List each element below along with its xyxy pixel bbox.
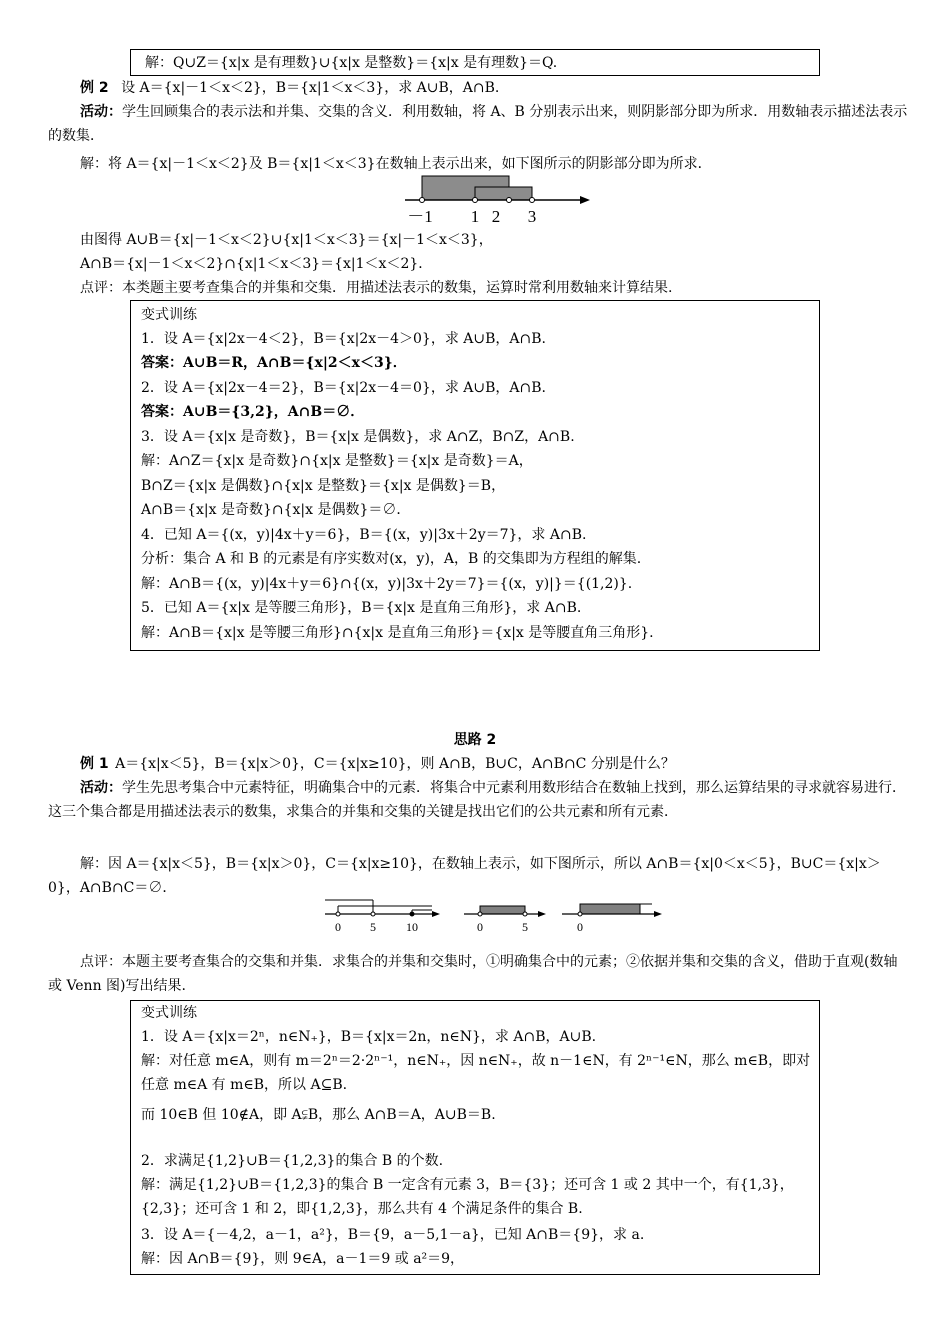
example1-number-line-1 [320,896,445,936]
set-b-shade [475,187,532,200]
tick-label-3: 3 [527,207,537,226]
open-point-3 [530,198,535,203]
example1-number-line-2 [462,896,550,936]
point-0 [336,912,340,916]
box1-line-12: 5．已知 A＝{x|x 是等腰三角形}，B＝{x|x 是直角三角形}，求 A∩B. [141,600,582,616]
variant-training-box-1 [130,300,820,651]
box1-title: 变式训练 [141,307,197,323]
variant-training-box-2 [130,1000,820,1275]
box1-line-2: 答案：A∪B＝R，A∩B＝{x|2＜x＜3}． [141,355,407,371]
point-10 [410,912,414,916]
axis-arrow [538,911,546,917]
box1-line-5: 3．设 A＝{x|x 是奇数}，B＝{x|x 是偶数}，求 A∩Z，B∩Z，A∩B. [141,429,575,445]
open-point-neg1 [420,198,425,203]
tick-0: 0 [577,920,583,934]
tick-label-1: 1 [470,207,480,226]
tick-5: 5 [522,920,528,934]
tick-label-neg1: －1 [407,207,433,226]
box1-line-6: 解：A∩Z＝{x|x 是奇数}∩{x|x 是整数}＝{x|x 是奇数}＝A， [141,453,533,469]
open-point-1 [473,198,478,203]
example2-question: 设 A＝{x|－1＜x＜2}，B＝{x|1＜x＜3}，求 A∪B，A∩B. [121,80,500,96]
open-point-2 [507,198,512,203]
box1-line-11: 解：A∩B＝{(x，y)|4x＋y＝6}∩{(x，y)|3x＋2y＝7}＝{(x，y)|}＝{(1,2)}. [141,576,633,592]
box1-line-10: 分析：集合 A 和 B 的元素是有序实数对(x，y)，A，B 的交集即为方程组的解集. [141,551,642,567]
tick-0: 0 [335,920,341,934]
example1-number-line-3 [560,896,666,936]
box2-title: 变式训练 [141,1005,197,1021]
tick-10: 10 [406,920,418,934]
example2-label: 例 2 [80,80,109,96]
example1-activity [48,776,908,824]
example2-line [80,76,499,100]
example2-comment: 点评：本类题主要考查集合的并集和交集．用描述法表示的数集，运算时常利用数轴来计算结果. [80,280,673,296]
union-shade [580,904,640,914]
section2-title: 思路 2 [453,732,497,748]
axis-arrow [432,911,440,917]
point-0 [578,912,582,916]
top-solution-box [130,49,820,76]
example2-activity-label: 活动： [80,104,122,120]
tick-label-2: 2 [491,207,501,226]
box1-line-13: 解：A∩B＝{x|x 是等腰三角形}∩{x|x 是直角三角形}＝{x|x 是等腰直角三角形}. [141,625,654,641]
intersection-shade [480,906,525,914]
box1-line-7: B∩Z＝{x|x 是偶数}∩{x|x 是整数}＝{x|x 是偶数}＝B， [141,478,506,494]
example2-solution: 解：将 A＝{x|－1＜x＜2}及 B＝{x|1＜x＜3}在数轴上表示出来，如下图所示的阴影部分即为所求． [80,156,712,172]
example1-label: 例 1 [80,756,109,772]
box2-line-5: 解：满足{1,2}∪B＝{1,2,3}的集合 B 一定含有元素 3，B＝{3}；还可含 1 或 2 其中一个，有{1,3}，{2,3}；还可含 1 和 2，即{1,2,3}，那么共有 4 个满足条件的集合 B. [141,1177,794,1217]
box1-line-3: 2．设 A＝{x|2x－4＝2}，B＝{x|2x－4＝0}，求 A∪B，A∩B. [141,380,547,396]
example2-activity [48,100,908,148]
box2-line-1: 1．设 A＝{x|x＝2ⁿ，n∈N₊}，B＝{x|x＝2n，n∈N}，求 A∩B，A∪B. [141,1029,597,1045]
box2-line-4: 2．求满足{1,2}∪B＝{1,2,3}的集合 B 的个数. [141,1153,444,1169]
example1-comment: 点评：本题主要考查集合的交集和并集．求集合的并集和交集时，①明确集合中的元素；②依据并集和交集的含义，借助于直观(数轴或 Venn 图)写出结果. [48,954,898,994]
axis-arrow [580,196,590,204]
box1-line-4: 答案：A∪B＝{3,2}，A∩B＝∅． [141,404,365,420]
point-0 [478,912,482,916]
example1-line [80,752,675,776]
box2-line-3: 而 10∈B 但 10∉A，即 A⫋B，那么 A∩B＝A，A∪B＝B. [141,1107,496,1123]
example2-activity-text: 学生回顾集合的表示法和并集、交集的含义．利用数轴，将 A、B 分别表示出来，则阴影部分即为所求．用数轴表示描述法表示的数集． [48,104,908,144]
box2-line-6: 3．设 A＝{－4,2，a－1，a²}，B＝{9，a－5,1－a}，已知 A∩B＝{9}，求 a. [141,1227,645,1243]
box1-line-1: 1．设 A＝{x|2x－4＜2}，B＝{x|2x－4＞0}，求 A∪B，A∩B. [141,331,547,347]
point-5 [371,912,375,916]
example1-question: A＝{x|x＜5}，B＝{x|x＞0}，C＝{x|x≥10}，则 A∩B，B∪C，A∩B∩C 分别是什么？ [115,756,675,772]
point-5 [523,912,527,916]
example1-solution: 解：因 A＝{x|x＜5}，B＝{x|x＞0}，C＝{x|x≥10}，在数轴上表示，如下图所示，所以 A∩B＝{x|0＜x＜5}，B∪C＝{x|x＞0}，A∩B∩C＝∅． [48,856,881,896]
axis-arrow [654,911,662,917]
example1-activity-text: 学生先思考集合中元素特征，明确集合中的元素．将集合中元素利用数形结合在数轴上找到，那么运算结果的寻求就容易进行．这三个集合都是用描述法表示的数集，求集合的并集和交集的关键是找出它们的公共元素和所有元素． [48,780,906,820]
example1-activity-label: 活动： [80,780,122,796]
box2-line-2: 解：对任意 m∈A，则有 m＝2ⁿ＝2·2ⁿ⁻¹，n∈N₊，因 n∈N₊，故 n－1∈N，有 2ⁿ⁻¹∈N，那么 m∈B，即对任意 m∈A 有 m∈B，所以 A⊆B. [141,1053,811,1093]
example2-number-line [400,172,595,228]
example2-result2: A∩B＝{x|－1＜x＜2}∩{x|1＜x＜3}＝{x|1＜x＜2}． [80,256,433,272]
tick-0: 0 [477,920,483,934]
box1-line-9: 4．已知 A＝{(x，y)|4x＋y＝6}，B＝{(x，y)|3x＋2y＝7}，求 A∩B. [141,527,587,543]
top-solution-text: 解：Q∪Z＝{x|x 是有理数}∪{x|x 是整数}＝{x|x 是有理数}＝Q. [145,55,558,71]
tick-5: 5 [370,920,376,934]
example2-result1: 由图得 A∪B＝{x|－1＜x＜2}∪{x|1＜x＜3}＝{x|－1＜x＜3}， [80,232,493,248]
box2-line-7: 解：因 A∩B＝{9}，则 9∈A，a－1＝9 或 a²＝9， [141,1251,465,1267]
box1-line-8: A∩B＝{x|x 是奇数}∩{x|x 是偶数}＝∅． [141,502,411,518]
